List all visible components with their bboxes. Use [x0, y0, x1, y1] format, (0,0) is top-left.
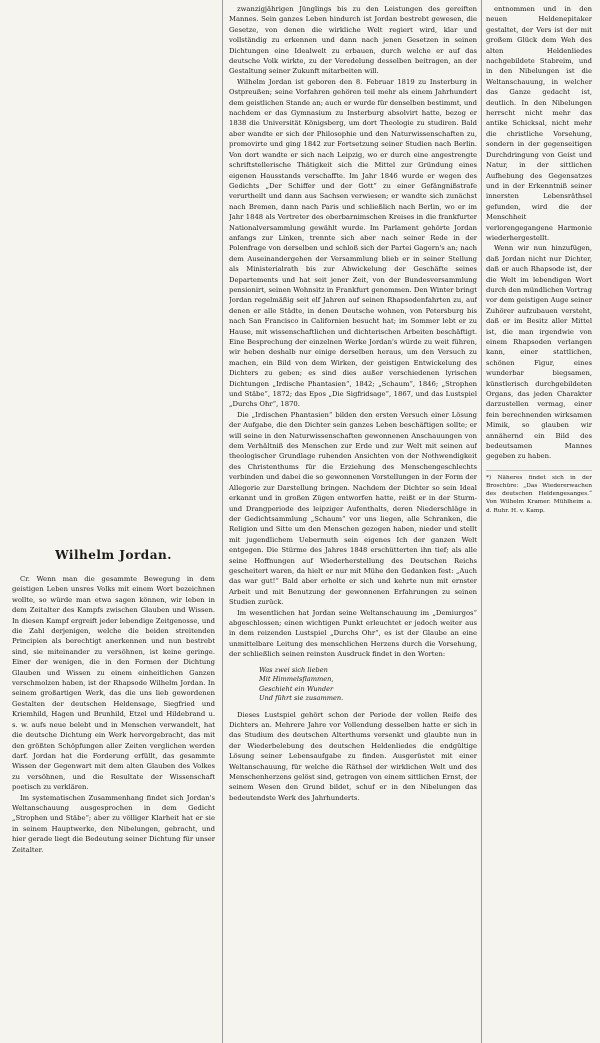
paragraph: zwanzigjährigen Jünglings bis zu den Leistungen des gereiften Mannes. Sein ganzes Leben hindurch ist Jordan bestrebt gewesen, die Gesetze, von denen die wirkliche Welt regiert wird, klar und vollständig zu erkennen und dann nach jenen Gesetzen in seinen Dichtungen eine Idealwelt zu erbauen, durch welche er auf das deutsche Volk wirkte, zu der Veredelung desselben beitragen, an der Gestaltung seiner Zukunft mitarbeiten will. [229, 5, 477, 76]
poem-line: Und führt sie zusammen. [259, 694, 344, 703]
column-divider [222, 0, 223, 1043]
article-heading: Wilhelm Jordan. [55, 548, 172, 562]
poem-line: Was zwei sich lieben [259, 665, 328, 674]
paragraph: Wilhelm Jordan ist geboren den 8. Februar 1819 zu Insterburg in Ostpreußen; seine Vorfahren gehören teil mehr als einem Jahrhundert dem geistlichen Stande an; auch er wurde für denselben bestimmt, und nachdem er das Gymnasium zu Insterburg absolvirt hatte, bezog er 1838 die Universität Königsberg, um dort Theologie zu studiren. Bald aber wandte er sich der Philosophie und den Naturwissenschaften zu, promovirte und ging 1842 zur Fortsetzung seiner Studien nach Berlin. Von dort wandte er sich nach Leipzig, wo er durch eine angestrengte schriftstellerische Thätigkeit sich die Mittel zur Gründung eines eigenen Hausstands verschaffte. Im Jahr 1846 wurde er wegen des Gedichts „Der Schiffer und der Gott“ zu einer Gefängnißstrafe verurtheilt und dann aus Sachsen verwiesen; er wandte sich zunächst nach Bremen, dann nach Paris und schließlich nach Berlin, wo er im Jahr 1848 als Vertreter des oberbarnimschen Kreises in die frankfurter Nationalversammlung gewählt wurde. Im Parlament gehörte Jordan anfangs zur Linken, trennte sich aber nach seiner Rede in der Polenfrage von derselben und schloß sich der Partei Gagern's an; nach dem Auseinandergehen der Versammlung blieb er in seiner Stellung als Ministerialrath bis zur Abwickelung der Geschäfte seines Departements und hat seit jener Zeit, von der Bundesversammlung pensionirt, seinen Wohnsitz in Frankfurt genommen. Den Winter bringt Jordan regelmäßig seit elf Jahren auf seinen Rhapsodenfahrten zu, auf denen er alle Städte, in denen Deutsche wohnen, von Petersburg bis nach San Francisco in Californien besucht hat; im Sommer lebt er zu Hause, mit wissenschaftlichen und dichterischen Arbeiten beschäftigt. Eine Besprechung der einzelnen Werke Jordan's würde zu weit führen, wir heben deshalb nur einige derselben heraus, um den Versuch zu machen, ein Bild von dem Wirken, der geistigen Entwickelung des Dichters zu geben; es sind dies außer verschiedenen lyrischen Dichtungen „Irdische Phantasien“, 1842; „Schaum“, 1846; „Strophen und Stäbe“, 1872; das Epos „Die Sigfridsage“, 1867, und das Lustspiel „Durchs Ohr“, 1870. [229, 77, 477, 409]
poem-line: Mit Himmelsflammen, [259, 675, 334, 684]
footnote: *) Näheres findet sich in der Broschüre: „Das Wiedererwachen des deutschen Heldengesanges.“ Von Wilhelm Kramer. Mühlheim a. d. Ruhr. H. v. Kamp. [486, 470, 592, 515]
paragraph: Wenn wir nun hinzufügen, daß Jordan nicht nur Dichter, daß er auch Rhapsode ist, der die Welt im lebendigen Wort durch den mündlichen Vortrag vor dem geistigen Auge seiner Zuhörer aufzubauen versteht, daß er im Besitz aller Mittel ist, die man irgendwie von einem Rhapsoden verlangen kann, einer stattlichen, schönen Figur, eines wunderbar biegsamen, künstlerisch durchgebildeten Organs, das jeden Charakter darzustellen vermag, einer fein berechnenden wirksamen Mimik, so glauben wir annähernd ein Bild des bedeutsamen Mannes gegeben zu haben. [486, 244, 592, 461]
paragraph: entnommen und in den neuen Heldenepitaker gestaltet, der Vers ist der mit großem Glück dem Weh des alten Heldenliedes nachgebildete Stabreim, und in den Nibelungen ist die Weltanschauung, in welcher das Ganze gedacht ist, deutlich. In den Nibelungen herrscht nicht mehr das antike Schicksal, nicht mehr die christliche Vorsehung, sondern in der gegenseitigen Durchdringung von Geist und Natur, in der sittlichen Aufhebung des Gegensatzes und in der Erkenntniß seiner innersten Lebensräthsel gefunden, wird die der Menschheit verlorengegangene Harmonie wiederhergestellt. [486, 5, 592, 242]
middle-column [229, 4, 477, 1043]
right-column [486, 4, 592, 1043]
paragraph: Im systematischen Zusammenhang findet sich Jordan's Weltanschauung ausgesprochen in dem Gedicht „Strophen und Stäbe“; aber zu völliger Klarheit hat er sie in seinem Hauptwerke, den Nibelungen, gebracht, und hier gerade liegt die Bedeutung seiner Dichtung für unser Zeitalter. [12, 793, 215, 854]
paragraph: Dieses Lustspiel gehört schon der Periode der vollen Reife des Dichters an. Mehrere Jahre vor Vollendung desselben hatte er sich in das Studium des deutschen Alterthums versenkt und glaubte nun in der Wiederbelebung des deutschen Heldenliedes die endgültige Lösung seiner Lebensaufgabe zu finden. Ausgerüstet mit einer Weltanschauung, für welche die Räthsel der wirklichen Welt und des Menschenherzens gelöst sind, getragen von einem sittlichen Ernst, der seinem Wesen den Grund bildet, schuf er in den Nibelungen das bedeutendste Werk des Jahrhunderts. [229, 710, 477, 802]
poem-quote [259, 666, 477, 704]
left-column [12, 574, 215, 1043]
column-divider [481, 0, 482, 1043]
poem-line: Geschieht ein Wunder [259, 684, 334, 693]
paragraph: Im wesentlichen hat Jordan seine Weltanschauung im „Demiurgos“ abgeschlossen; einen wichtigen Punkt erleuchtet er jedoch weiter aus in dem reizenden Lustspiel „Durchs Ohr“, es ist der Glaube an eine unmittelbare Leitung des menschlichen Herzens durch die Vorsehung, der schließlich seinen reinsten Ausdruck findet in den Worten: [229, 608, 477, 659]
paragraph: Cr. Wenn man die gesammte Bewegung in dem geistigen Leben unsres Volks mit einem Wort bezeichnen wollte, so würde man etwa sagen können, wir leben in dem Zeitalter des Kampfs zwischen Glauben und Wissen. In diesen Kampf ergreift jeder lebendige Zeitgenosse, und die Zahl derjenigen, welche die beiden streitenden Principien als berechtigt anerkennen und nun bestrebt sind, sie miteinander zu versöhnen, ist keine geringe. Einer der wenigen, die in den Formen der Dichtung Glauben und Wissen zu einem einheitlichen Ganzen verschmolzen haben, ist der Rhapsode Wilhelm Jordan. In seinem großartigen Werk, das die uns lieb gewordenen Gestalten der deutschen Heldensage, Siegfried und Kriemhild, Hagen und Brunhild, Etzel und Hildebrand u. s. w. aufs neue belebt und in Menschen verwandelt, hat die deutsche Dichtung ein Werk hervorgebracht, das mit den größten Schöpfungen aller Zeiten verglichen werden darf. Jordan hat die Forderung erfüllt, das gesammte Wissen der Gegenwart mit dem alten Glauben des Volkes zu versöhnen, und die Resultate der Wissenschaft poetisch zu verklären. [12, 575, 215, 792]
paragraph: Die „Irdischen Phantasien“ bilden den ersten Versuch einer Lösung der Aufgabe, die den Dichter sein ganzes Leben beschäftigen sollte; er will seine in den Naturwissenschaften gewonnenen Anschauungen von dem Verhältniß des Menschen zur Erde und zur Welt mit seinen auf theologischer Grundlage ruhenden Ansichten von der Nothwendigkeit des Christenthums für die Erziehung des Menschengeschlechts verbinden und dabei die so gewonnenen Vorstellungen in der Form der Allegorie zur Darstellung bringen. Nachdem der Dichter so sein Ideal erkannt und in großen Zügen entworfen hatte, reißt er in der Sturm- und Drangperiode des leipziger Aufenthalts, deren Niederschläge in der Gedichtsammlung „Schaum“ vor uns liegen, alle Schranken, die Religion und Sitte um den Menschen gezogen haben, nieder und stellt mit jugendlichem Uebermuth sein eigenes Ich der ganzen Welt entgegen. Die Stürme des Jahres 1848 erschütterten ihn tief; als alle seine Hoffnungen auf Wiederherstellung des Deutschen Reichs gescheitert waren, da hielt er nur mit Mühe den Gedanken fest: „Auch das war gut!“ Bald aber erholte er sich und kehrte nun mit ernster Arbeit und mit Benutzung der gewonnenen Erfahrungen zu seinen Studien zurück. [229, 410, 477, 607]
